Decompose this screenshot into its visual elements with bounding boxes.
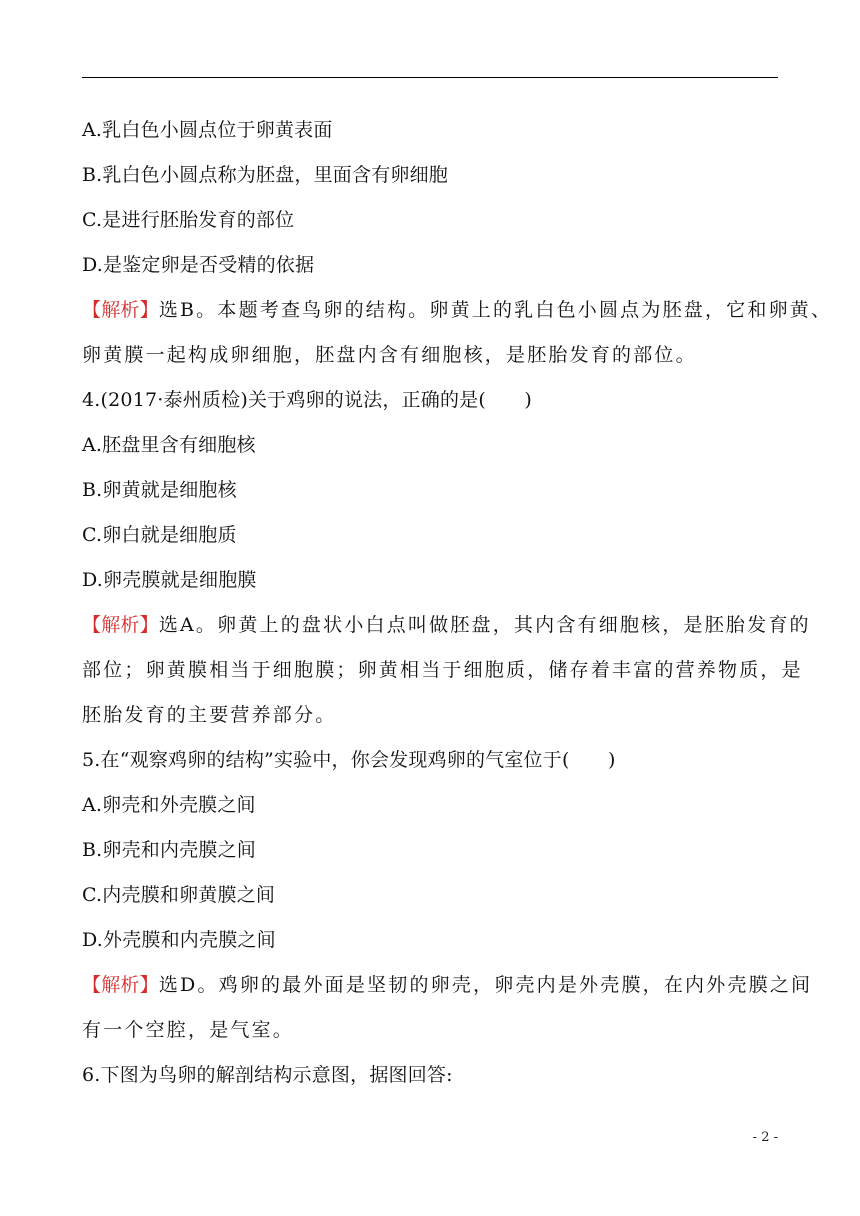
q4-analysis-line-2: 部位；卵黄膜相当于细胞膜；卵黄相当于细胞质，储存着丰富的营养物质，是: [82, 659, 803, 681]
q4-option-b: B.卵黄就是细胞核: [82, 479, 237, 501]
q4-option-c: C.卵白就是细胞质: [82, 524, 237, 546]
q4-analysis-line-3: 胚胎发育的主要营养部分。: [82, 704, 337, 726]
q5-option-b: B.卵壳和内壳膜之间: [82, 839, 257, 861]
header-rule: [82, 77, 778, 78]
analysis-tag: 【解析】: [82, 974, 159, 996]
document-body: [82, 108, 833, 1098]
q3-option-c: C.是进行胚胎发育的部位: [82, 209, 295, 231]
q5-option-a: A.卵壳和外壳膜之间: [82, 794, 256, 816]
q3-option-d: D.是鉴定卵是否受精的依据: [82, 254, 315, 276]
q4-option-d: D.卵壳膜就是细胞膜: [82, 569, 257, 591]
q3-analysis-line-1: [82, 288, 833, 333]
analysis-text: 选D。鸡卵的最外面是坚韧的卵壳，卵壳内是外壳膜，在内外壳膜之间: [158, 974, 813, 996]
q3-analysis-line-2: 卵黄膜一起构成卵细胞，胚盘内含有细胞核，是胚胎发育的部位。: [82, 344, 697, 366]
q5-option-c: C.内壳膜和卵黄膜之间: [82, 884, 276, 906]
q4-analysis-line-1: [82, 603, 811, 648]
q5-title: 5.在“观察鸡卵的结构”实验中，你会发现鸡卵的气室位于( ): [82, 749, 616, 771]
analysis-tag: 【解析】: [82, 299, 159, 321]
page-number: - 2 -: [752, 1130, 778, 1145]
q4-option-a: A.胚盘里含有细胞核: [82, 434, 256, 456]
q5-analysis-line-1: [82, 963, 813, 1008]
q5-option-d: D.外壳膜和内壳膜之间: [82, 929, 276, 951]
q4-title: 4.(2017·泰州质检)关于鸡卵的说法，正确的是( ): [82, 389, 532, 411]
q6-title: 6.下图为鸟卵的解剖结构示意图，据图回答:: [82, 1064, 453, 1086]
analysis-text: 选B。本题考查鸟卵的结构。卵黄上的乳白色小圆点为胚盘，它和卵黄、: [158, 299, 833, 321]
q5-analysis-line-2: 有一个空腔，是气室。: [82, 1019, 295, 1041]
q3-option-b: B.乳白色小圆点称为胚盘，里面含有卵细胞: [82, 164, 449, 186]
analysis-tag: 【解析】: [82, 614, 159, 636]
analysis-text: 选A。卵黄上的盘状小白点叫做胚盘，其内含有细胞核，是胚胎发育的: [158, 614, 811, 636]
q3-option-a: A.乳白色小圆点位于卵黄表面: [82, 119, 333, 141]
